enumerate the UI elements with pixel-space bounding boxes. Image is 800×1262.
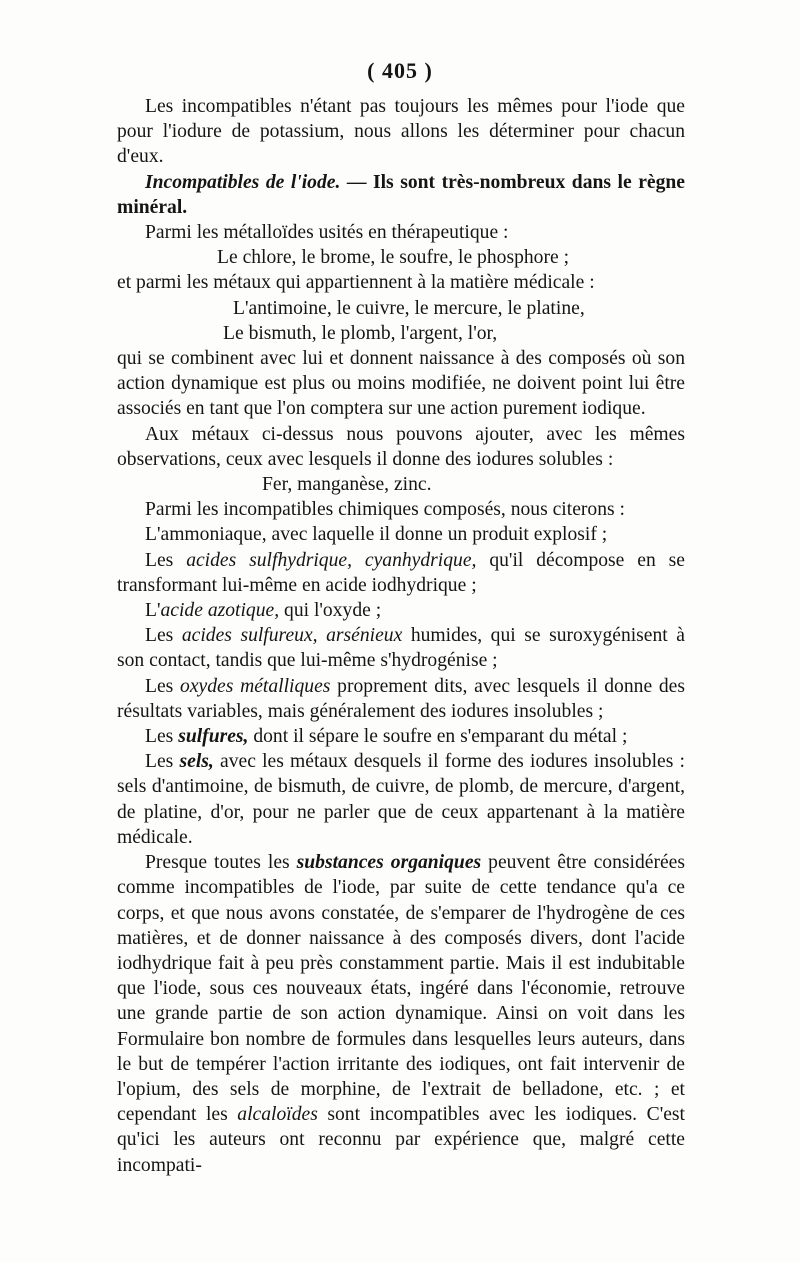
paragraph-17: Les sulfures, dont il sépare le soufre en s'emparant du métal ;: [145, 726, 628, 748]
body-text: [117, 94, 685, 1178]
metal-list-1: L'antimoine, le cuivre, le mercure, le platine,: [233, 297, 585, 319]
paragraph-12: L'ammoniaque, avec laquelle il donne un produit explosif ;: [145, 524, 608, 546]
paragraph-19: Presque toutes les substances organiques peuvent être considérées comme incompatibles de l'iode, par suite de cette tendance qu'a ce corps, et que nous avons constatée, de s'emparer de l'hydrogène de ces matières, et de donner naissance à des composés divers, dont l'acide iodhydrique fait à peu près constamment partie. Mais il est indubitable que l'iode, sous ces nouveaux états, ingéré dans l'économie, retrouve une grande partie de son action dynamique. Ainsi on voit dans les Formulaire bon nombre de formules dans lesquelles leurs auteurs, dans le but de tempérer l'action irritante des iodiques, ont fait intervenir de l'opium, des sels de morphine, de l'extrait de belladone, etc. ; et cependant les alcaloïdes sont incompatibles avec les iodiques. C'est qu'ici les auteurs ont reconnu par expérience que, malgré cette incompati-: [117, 852, 685, 1176]
page-number: ( 405 ): [367, 58, 433, 83]
paragraph-9: Aux métaux ci-dessus nous pouvons ajouter, avec les mêmes observations, ceux avec lesquels il donne des iodures solubles :: [117, 423, 685, 470]
paragraph-18: Les sels, avec les métaux desquels il forme des iodures insolubles : sels d'antimoine, de bismuth, de cuivre, de plomb, de mercure, d'argent, de platine, d'or, pour ne parler que de ceux appartenant à la matière médicale.: [117, 751, 685, 848]
paragraph-1: Les incompatibles n'étant pas toujours les mêmes pour l'iode que pour l'iodure de potassium, nous allons les déterminer pour chacun d'eux.: [117, 96, 685, 168]
section-label: Incompatibles de l'iode.: [145, 171, 341, 193]
metalloid-list: Le chlore, le brome, le soufre, le phosphore ;: [217, 247, 570, 269]
metal-list-2: Le bismuth, le plomb, l'argent, l'or,: [223, 322, 498, 344]
paragraph-13: Les acides sulfhydrique, cyanhydrique, qu'il décompose en se transformant lui-même en acide iodhydrique ;: [117, 549, 685, 596]
soluble-metal-list: Fer, manganèse, zinc.: [262, 474, 432, 496]
paragraph-14: L'acide azotique, qui l'oxyde ;: [145, 600, 382, 622]
paragraph-2: Incompatibles de l'iode. — Ils sont très-nombreux dans le règne minéral.: [117, 171, 685, 218]
paragraph-5: et parmi les métaux qui appartiennent à la matière médicale :: [117, 272, 595, 294]
paragraph-3: Parmi les métalloïdes usités en thérapeutique :: [145, 222, 509, 244]
paragraph-11: Parmi les incompatibles chimiques composés, nous citerons :: [145, 499, 625, 521]
paragraph-8: qui se combinent avec lui et donnent naissance à des composés où son action dynamique est plus ou moins modifiée, ne doivent point lui être associés en tant que l'on comptera sur une action purement iodique.: [117, 348, 685, 420]
paragraph-15: Les acides sulfureux, arsénieux humides, qui se suroxygénisent à son contact, tandis que lui-même s'hydrogénise ;: [117, 625, 685, 672]
paragraph-16: Les oxydes métalliques proprement dits, avec lesquels il donne des résultats variables, mais généralement des iodures insolubles ;: [117, 675, 685, 722]
